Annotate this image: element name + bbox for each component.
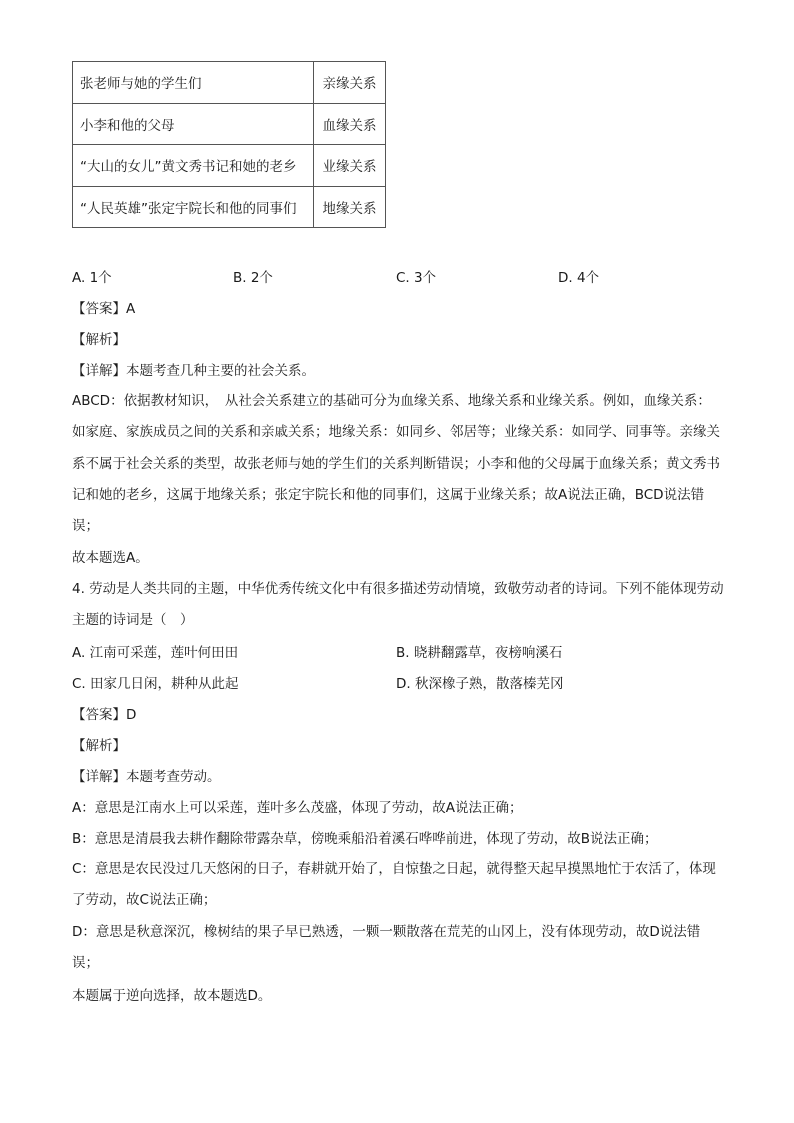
q4-answer: 【答案】D <box>72 707 137 723</box>
q3-option-a: A. 1个 <box>72 270 112 286</box>
q4-explanation-c: C：意思是农民没过几天悠闲的日子，春耕就开始了，自惊蛰之日起，就得整天起早摸黑地忙于农活了，体现了劳动，故C说法正确； <box>72 861 716 909</box>
table-cell: 地缘关系 <box>314 186 386 228</box>
q4-option-a: A. 江南可采莲，莲叶何田田 <box>72 645 239 661</box>
q3-conclusion: 故本题选A。 <box>72 550 149 566</box>
table-cell: 小李和他的父母 <box>73 103 314 145</box>
q3-option-b: B. 2个 <box>233 270 273 286</box>
table-cell: “人民英雄”张定宇院长和他的同事们 <box>73 186 314 228</box>
q4-explanation-d: D：意思是秋意深沉，橡树结的果子早已熟透，一颗一颗散落在荒芜的山冈上，没有体现劳动，故D说法错误； <box>72 924 701 972</box>
q4-explanation-b: B：意思是清晨我去耕作翻除带露杂草，傍晚乘船沿着溪石哗哗前进，体现了劳动，故B说法正确； <box>72 831 658 847</box>
table-row <box>73 186 386 228</box>
table-row <box>73 145 386 187</box>
q4-option-c: C. 田家几日闲，耕种从此起 <box>72 676 239 692</box>
q3-option-c: C. 3个 <box>396 270 437 286</box>
q3-detail: 【详解】本题考查几种主要的社会关系。 <box>72 363 315 379</box>
q3-option-d: D. 4个 <box>558 270 600 286</box>
table-row <box>73 62 386 104</box>
q4-analysis-label: 【解析】 <box>72 738 126 754</box>
q4-conclusion: 本题属于逆向选择，故本题选D。 <box>72 988 272 1004</box>
table-cell: 血缘关系 <box>314 103 386 145</box>
q3-explanation: ABCD：依据教材知识， 从社会关系建立的基础可分为血缘关系、地缘关系和业缘关系。例如，血缘关系：如家庭、家族成员之间的关系和亲戚关系；地缘关系：如同乡、邻居等；业缘关系：如同学、同事等。亲缘关系不属于社会关系的类型，故张老师与她的学生们的关系判断错误；小李和他的父母属于血缘关系；黄文秀书记和她的老乡，这属于地缘关系；张定宇院长和他的同事们，这属于业缘关系；故A说法正确，BCD说法错误； <box>72 393 720 535</box>
table-cell: 张老师与她的学生们 <box>73 62 314 104</box>
relations-table <box>72 61 386 228</box>
table-cell: 业缘关系 <box>314 145 386 187</box>
q4-stem: 4. 劳动是人类共同的主题，中华优秀传统文化中有很多描述劳动情境，致敬劳动者的诗词。下列不能体现劳动主题的诗词是（ ） <box>72 581 724 629</box>
table-cell: 亲缘关系 <box>314 62 386 104</box>
q4-explanation-a: A：意思是江南水上可以采莲，莲叶多么茂盛，体现了劳动，故A说法正确； <box>72 800 523 816</box>
q3-analysis-label: 【解析】 <box>72 332 126 348</box>
table-row <box>73 103 386 145</box>
q4-option-b: B. 晓耕翻露草，夜榜响溪石 <box>396 645 563 661</box>
q4-detail: 【详解】本题考查劳动。 <box>72 769 221 785</box>
q4-option-d: D. 秋深橡子熟，散落榛芜冈 <box>396 676 564 692</box>
table-cell: “大山的女儿”黄文秀书记和她的老乡 <box>73 145 314 187</box>
q3-answer: 【答案】A <box>72 301 136 317</box>
